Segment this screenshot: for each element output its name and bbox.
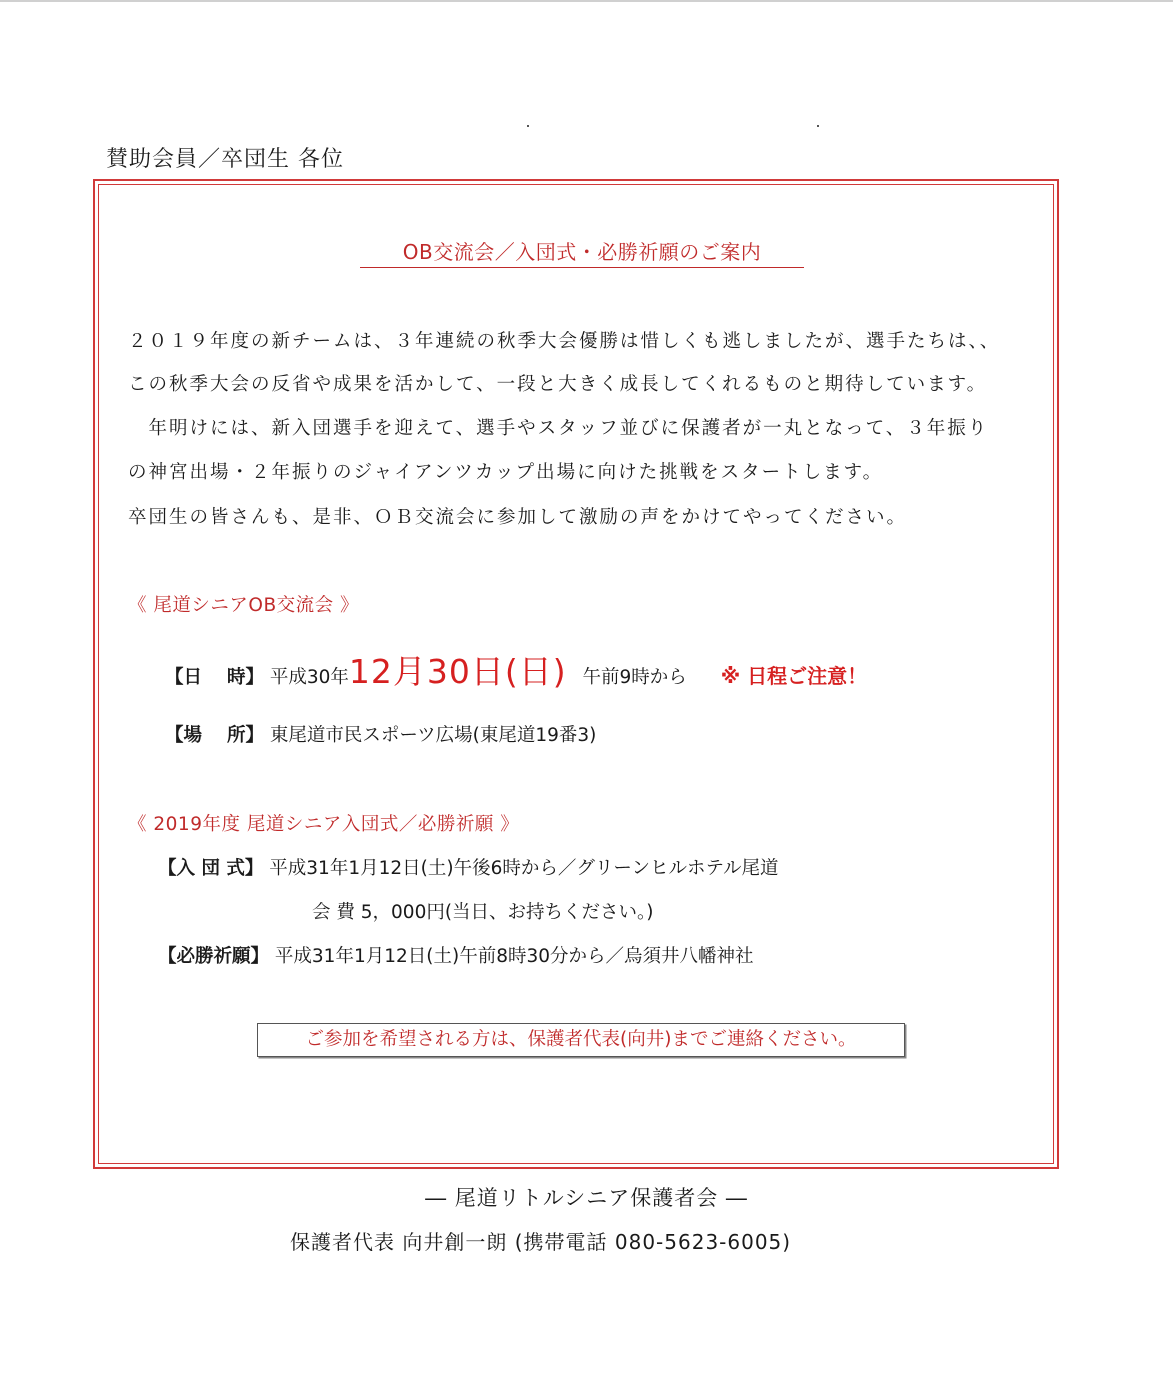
place-value: 東尾道市民スポーツ広場(東尾道19番3) bbox=[269, 725, 597, 746]
body-paragraph-line: この秋季大会の反省や成果を活かして、一段と大きく成長してくれるものと期待しています。 bbox=[128, 374, 988, 395]
body-paragraph-line: 年明けには、新入団選手を迎えて、選手やスタッフ並びに保護者が一丸となって、３年振り bbox=[128, 418, 989, 439]
ceremony-section-heading: 《 2019年度 尾道シニア入団式／必勝祈願 》 bbox=[128, 814, 520, 835]
event-date: 12月30日(日) bbox=[348, 652, 567, 691]
body-paragraph-line: ２０１９年度の新チームは、３年連続の秋季大会優勝は惜しくも逃しましたが、選手たちは、、 bbox=[128, 331, 1001, 352]
ob-section-heading: 《 尾道シニアOB交流会 》 bbox=[128, 595, 360, 616]
top-border-line bbox=[0, 0, 1173, 2]
scan-speck bbox=[527, 125, 529, 127]
place-label: 【場 所】 bbox=[165, 725, 264, 746]
ob-datetime-row bbox=[165, 646, 867, 693]
organization-name: ― 尾道リトルシニア保護者会 ― bbox=[425, 1186, 748, 1210]
entry-fee-row: 会 費 5，000円(当日、お持ちください。) bbox=[312, 902, 654, 923]
document-title: OB交流会／入団式・必勝祈願のご案内 bbox=[360, 236, 804, 268]
schedule-warning: ※ 日程ご注意！ bbox=[720, 664, 868, 688]
datetime-suffix: 午前9時から bbox=[582, 667, 687, 688]
datetime-label: 【日 時】 bbox=[165, 667, 264, 688]
entry-ceremony-row bbox=[158, 854, 779, 880]
body-paragraph-line: 卒団生の皆さんも、是非、ＯＢ交流会に参加して激励の声をかけてやってください。 bbox=[128, 507, 908, 528]
body-paragraph-line: の神宮出場・２年振りのジャイアンツカップ出場に向けた挑戦をスタートします。 bbox=[128, 462, 884, 483]
ob-place-row bbox=[165, 721, 596, 747]
scan-speck bbox=[817, 125, 819, 127]
prayer-label: 【必勝祈願】 bbox=[158, 946, 270, 967]
entry-value: 平成31年1月12日(土)午後6時から／グリーンヒルホテル尾道 bbox=[269, 858, 779, 879]
salutation: 賛助会員／卒団生 各位 bbox=[106, 147, 344, 172]
contact-notice-box: ご参加を希望される方は、保護者代表(向井)までご連絡ください。 bbox=[257, 1023, 905, 1057]
representative-contact: 保護者代表 向井創一朗 (携帯電話 080-5623-6005) bbox=[290, 1230, 792, 1254]
prayer-value: 平成31年1月12日(土)午前8時30分から／烏須井八幡神社 bbox=[274, 946, 754, 967]
entry-label: 【入 団 式】 bbox=[158, 858, 264, 879]
datetime-prefix: 平成30年 bbox=[269, 667, 349, 688]
prayer-row bbox=[158, 942, 754, 968]
